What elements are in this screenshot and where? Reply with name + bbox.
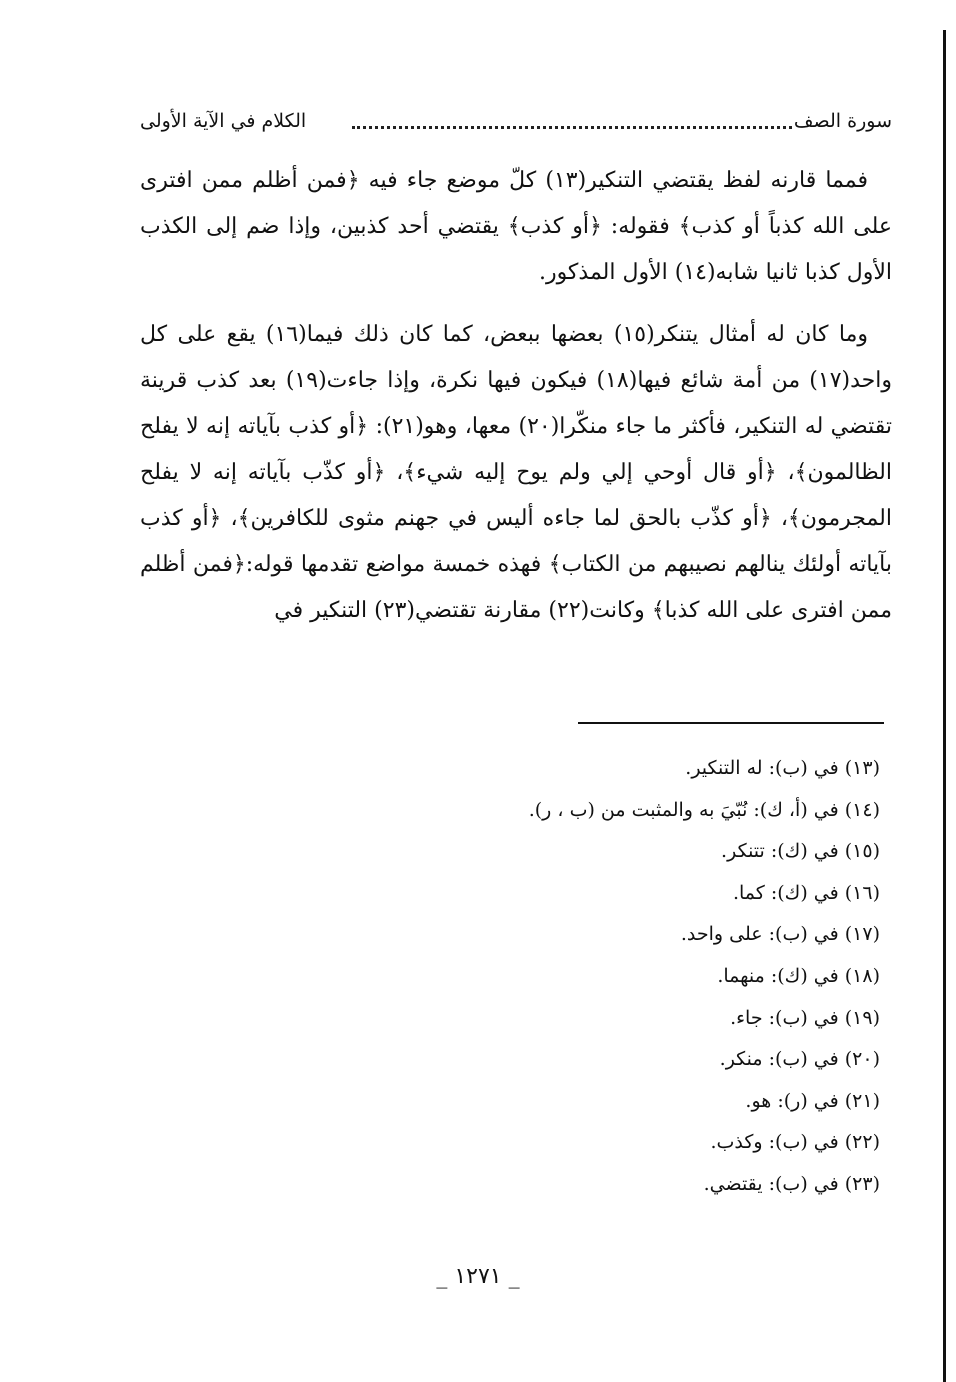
- running-head-topic: الكلام في الآية الأولى: [140, 110, 307, 132]
- footnote-separator: [578, 722, 884, 724]
- page-number: _ ١٢٧١ _: [436, 1264, 520, 1289]
- footnote-item: (٢٣) في (ب): يقتضي.: [703, 1172, 880, 1195]
- paragraph: وما كان له أمثال يتنكر(١٥) بعضها ببعض، كما كان ذلك فيما(١٦) يقع على كل واحد(١٧) من أمة شائع فيها(١٨) فيكون فيها نكرة، وإذا جاءت(١٩) بعد كذب قرينة تقتضي له التنكير، فأكثر ما جاء منكّرا(٢٠) معها، وهو(٢١): ﴿أو كذب بآياته إنه لا يفلح الظالمون﴾، ﴿أو قال أوحي إلي ولم يوح إليه شيء﴾، ﴿أو كذّب بآياته إنه لا يفلح المجرمون﴾، ﴿أو كذّب بالحق لما جاءه أليس في جهنم مثوى للكافرين﴾، ﴿أو كذب بآياته أولئك ينالهم نصيبهم من الكتاب﴾ فهذه خمسة مواضع تقدمها قوله:﴿فمن أظلم ممن افترى على الله كذبا﴾ وكانت(٢٢) مقارنة تقتضي(٢٣) التنكير في: [140, 322, 892, 623]
- footnote-item: (٢٠) في (ب): منكر.: [719, 1048, 880, 1071]
- footnotes-list: [140, 748, 880, 1206]
- scan-edge-line: [943, 30, 946, 1382]
- footnote-item: (١٧) في (ب): على واحد.: [680, 923, 880, 946]
- paragraph: فمما قارنه لفظ يقتضي التنكير(١٣) كلّ موضع جاء فيه ﴿فمن أظلم ممن افترى على الله كذباً أو كذب﴾ فقوله: ﴿أو كذب﴾ يقتضي أحد كذبين، وإذا ضم إلى الكذب الأول كذبا ثانيا شابه(١٤) الأول المذكور.: [140, 168, 892, 285]
- footnote-item: (١٩) في (ب): جاء.: [730, 1006, 880, 1029]
- footnote-item: (١٨) في (ك): منهما.: [717, 964, 880, 987]
- running-head: [140, 106, 892, 136]
- main-text: [140, 158, 892, 634]
- footnote-item: (١٣) في (ب): له التنكير.: [685, 757, 880, 779]
- footnote-item: (١٤) في (أ، ك): نُبّيَ به والمثبت من (ب ، ر).: [528, 798, 880, 821]
- footnote-item: (٢٢) في (ب): وكذب.: [710, 1131, 880, 1154]
- footnote-item: (١٥) في (ك): تتنكر.: [721, 840, 880, 863]
- running-head-surah: سورة الصف: [793, 110, 892, 132]
- running-head-leader-dots: [352, 96, 792, 129]
- footnote-item: (٢١) في (ر): هو.: [745, 1089, 880, 1112]
- footnote-item: (١٦) في (ك): كما.: [732, 881, 880, 904]
